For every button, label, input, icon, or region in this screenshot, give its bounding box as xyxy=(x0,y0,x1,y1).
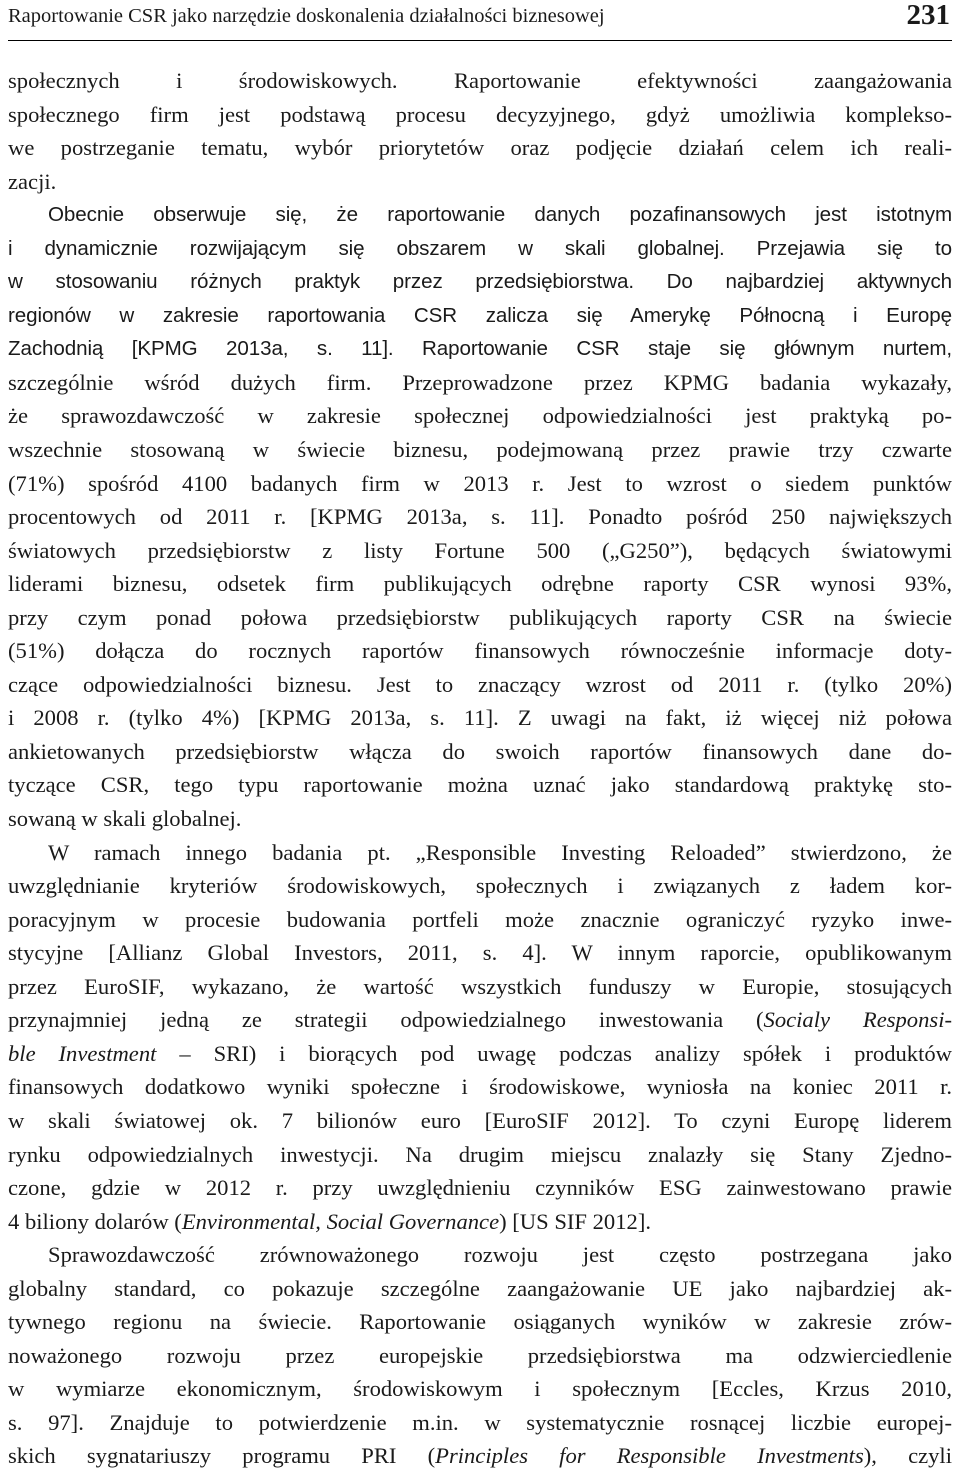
text-line: liderami biznesu, odsetek firm publikujących odrębne raporty CSR wynosi 93%, xyxy=(8,571,952,597)
text-line: finansowych dodatkowo wyniki społeczne i środowiskowe, wyniosła na koniec 2011 r. xyxy=(8,1074,952,1100)
text-line: tyczące CSR, tego typu raportowanie można uznać jako standardową praktykę sto- xyxy=(8,772,952,798)
text-run: ), czyli xyxy=(863,1443,952,1469)
text-line: w wymiarze ekonomicznym, środowiskowym i społecznym [Eccles, Krzus 2010, xyxy=(8,1376,952,1402)
text-line: w skali światowej ok. 7 bilionów euro [EuroSIF 2012]. To czyni Europę liderem xyxy=(8,1107,952,1133)
text-line: Sprawozdawczość zrównoważonego rozwoju jest często postrzegana jako xyxy=(48,1242,952,1268)
text-line xyxy=(8,1205,952,1239)
text-line: noważonego rozwoju przez europejskie przedsiębiorstwa ma odzwierciedlenie xyxy=(8,1342,952,1368)
text-line: przez EuroSIF, wykazano, że wartość wszystkich funduszy w Europie, stosujących xyxy=(8,973,952,999)
text-line: Obecnie obserwuje się, że raportowanie danych pozafinansowych jest istotnym xyxy=(48,203,952,227)
text-run: skich sygnatariuszy programu PRI ( xyxy=(8,1443,436,1469)
text-line: wszechnie stosowaną w świecie biznesu, podejmowaną przez prawie trzy czwarte xyxy=(8,437,952,463)
text-line: społecznych i środowiskowych. Raportowanie efektywności zaangażowania xyxy=(8,68,952,93)
text-line: czone, gdzie w 2012 r. przy uwzględnieniu czynników ESG zainwestowano prawie xyxy=(8,1175,952,1201)
text-line: światowych przedsiębiorstw z listy Fortune 500 („G250”), będących światowymi xyxy=(8,537,952,563)
text-line: W ramach innego badania pt. „Responsible Investing Reloaded” stwierdzono, że xyxy=(48,839,952,865)
italic-run: Principles for Responsible Investments xyxy=(435,1443,864,1469)
text-run: przynajmniej jedną ze strategii odpowiedzialnego inwestowania ( xyxy=(8,1007,764,1033)
text-line: zacji. xyxy=(8,168,57,194)
text-line: sowaną w skali globalnej. xyxy=(8,806,242,832)
text-line: w stosowaniu różnych praktyk przez przedsiębiorstwa. Do najbardziej aktywnych xyxy=(8,270,952,294)
text-line xyxy=(8,1003,952,1037)
text-line: ankietowanych przedsiębiorstw włącza do swoich raportów finansowych dane do- xyxy=(8,738,952,764)
text-line: i 2008 r. (tylko 4%) [KPMG 2013a, s. 11]. Z uwagi na fakt, iż więcej niż połowa xyxy=(8,705,952,731)
text-line: szczególnie wśród dużych firm. Przeprowadzone przez KPMG badania wykazały, xyxy=(8,369,952,395)
text-line: przy czym ponad połowa przedsiębiorstw publikujących raporty CSR na świecie xyxy=(8,604,952,630)
text-line: uwzględnianie kryteriów środowiskowych, społecznych i związanych z ładem kor- xyxy=(8,873,952,899)
text-line: poracyjnym w procesie budowania portfeli może znacznie ograniczyć ryzyko inwe- xyxy=(8,906,952,932)
text-line: procentowych od 2011 r. [KPMG 2013a, s. 11]. Ponadto pośród 250 największych xyxy=(8,504,952,530)
text-line: stycyjne [Allianz Global Investors, 2011, s. 4]. W innym raporcie, opublikowanym xyxy=(8,940,952,966)
text-line: czące odpowiedzialności biznesu. Jest to znaczący wzrost od 2011 r. (tylko 20%) xyxy=(8,671,952,697)
running-header xyxy=(8,0,952,41)
text-line: (71%) spośród 4100 badanych firm w 2013 r. Jest to wzrost o siedem punktów xyxy=(8,470,952,496)
text-line: tywnego regionu na świecie. Raportowanie osiąganych wyników w zakresie zrów- xyxy=(8,1309,952,1335)
text-line: regionów w zakresie raportowania CSR zalicza się Amerykę Północną i Europę xyxy=(8,303,952,327)
text-run: – SRI) i biorących pod uwagę podczas analizy spółek i produktów xyxy=(156,1040,952,1066)
text-line xyxy=(8,1037,952,1071)
text-line: i dynamicznie rozwijającym się obszarem w skali globalnej. Przejawia się to xyxy=(8,236,952,260)
italic-run: ble Investment xyxy=(8,1040,157,1066)
text-line: globalny standard, co pokazuje szczególne zaangażowanie UE jako najbardziej ak- xyxy=(8,1275,952,1301)
page-number: 231 xyxy=(906,0,950,31)
text-line: społecznego firm jest podstawą procesu decyzyjnego, gdyż umożliwia komplekso- xyxy=(8,101,952,127)
italic-run: Socialy Responsi- xyxy=(763,1007,952,1033)
text-line: (51%) dołącza do rocznych raportów finansowych równocześnie informacje doty- xyxy=(8,638,952,664)
running-title: Raportowanie CSR jako narzędzie doskonalenia działalności biznesowej xyxy=(8,5,605,27)
text-line: we postrzeganie tematu, wybór priorytetów oraz podjęcie działań celem ich reali- xyxy=(8,135,952,161)
text-line xyxy=(8,1439,952,1473)
text-line: rynku odpowiedzialnych inwestycji. Na drugim miejscu znalazły się Stany Zjedno- xyxy=(8,1141,952,1167)
text-run: ) [US SIF 2012]. xyxy=(499,1208,651,1234)
text-line: Zachodnią [KPMG 2013a, s. 11]. Raportowanie CSR staje się głównym nurtem, xyxy=(8,337,952,361)
italic-run: Environmental, Social Governance xyxy=(181,1208,500,1234)
text-line: że sprawozdawczość w zakresie społecznej odpowiedzialności jest praktyką po- xyxy=(8,403,952,429)
text-line: s. 97]. Znajduje to potwierdzenie m.in. w systematycznie rosnącej liczbie europej- xyxy=(8,1409,952,1435)
text-run: 4 biliony dolarów ( xyxy=(8,1208,182,1234)
body-text xyxy=(8,64,952,1473)
